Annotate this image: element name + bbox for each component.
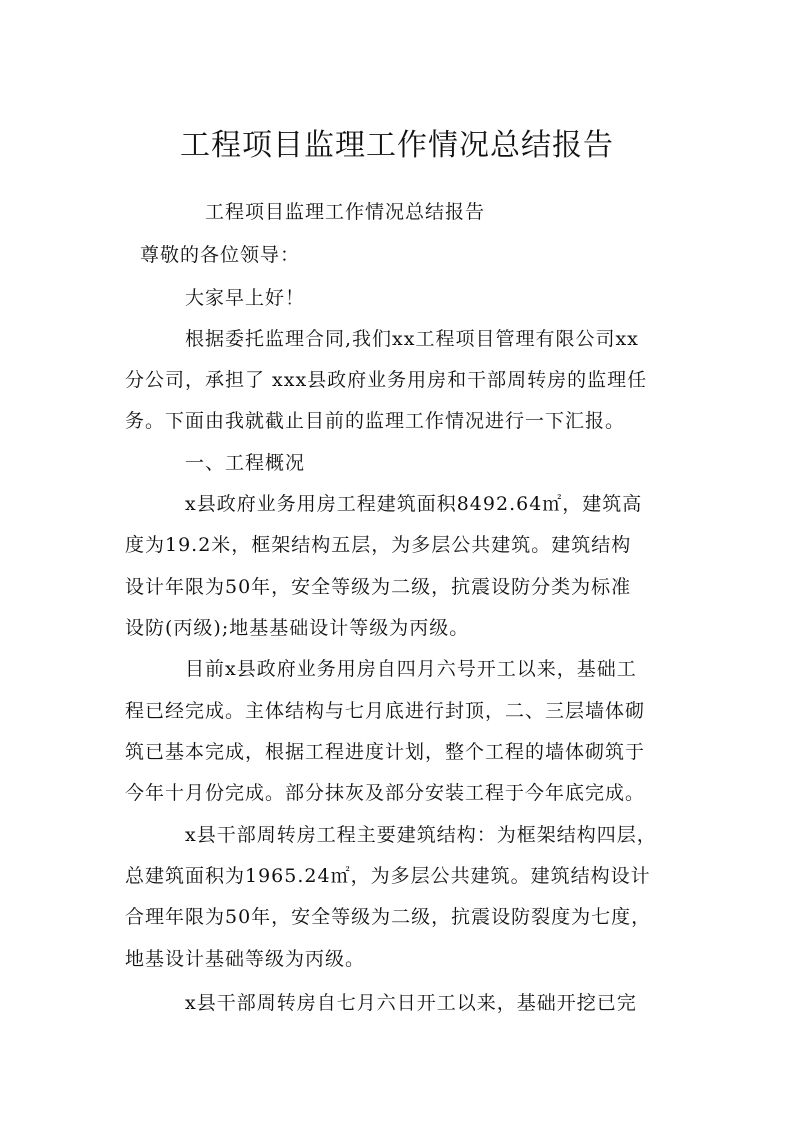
paragraph-line: x县政府业务用房工程建筑面积8492.64㎡，建筑高 [185,493,643,515]
salutation: 尊敬的各位领导： [140,244,301,266]
section-heading: 一、工程概况 [185,452,306,474]
greeting: 大家早上好！ [185,287,306,309]
paragraph-line: 总建筑面积为1965.24㎡，为多层公共建筑。建筑结构设计 [125,865,651,887]
paragraph-line: 目前x县政府业务用房自四月六号开工以来，基础工 [185,658,637,680]
paragraph-line: 程已经完成。主体结构与七月底进行封顶，二、三层墙体砌 [125,700,646,722]
paragraph-line: 分公司，承担了 xxx县政府业务用房和干部周转房的监理任 [125,369,648,391]
paragraph-line: 今年十月份完成。部分抹灰及部分安装工程于今年底完成。 [125,782,646,804]
paragraph-line: 筑已基本完成，根据工程进度计划，整个工程的墙体砌筑于 [125,741,646,763]
paragraph-line: 设防(丙级);地基基础设计等级为丙级。 [125,617,470,639]
document-subtitle: 工程项目监理工作情况总结报告 [205,201,486,223]
paragraph-line: 度为19.2米，框架结构五层，为多层公共建筑。建筑结构 [125,534,632,556]
paragraph-line: 设计年限为50年，安全等级为二级，抗震设防分类为标准 [125,576,632,598]
document-title: 工程项目监理工作情况总结报告 [180,128,614,163]
paragraph-line: 根据委托监理合同,我们xx工程项目管理有限公司xx [185,328,639,350]
paragraph-line: 地基设计基础等级为丙级。 [125,948,366,970]
paragraph-line: x县干部周转房自七月六日开工以来，基础开挖已完 [185,992,637,1014]
paragraph-line: x县干部周转房工程主要建筑结构：为框架结构四层， [185,824,657,846]
paragraph-line: 务。下面由我就截止目前的监理工作情况进行一下汇报。 [125,410,626,432]
paragraph-line: 合理年限为50年，安全等级为二级，抗震设防裂度为七度， [125,906,652,928]
